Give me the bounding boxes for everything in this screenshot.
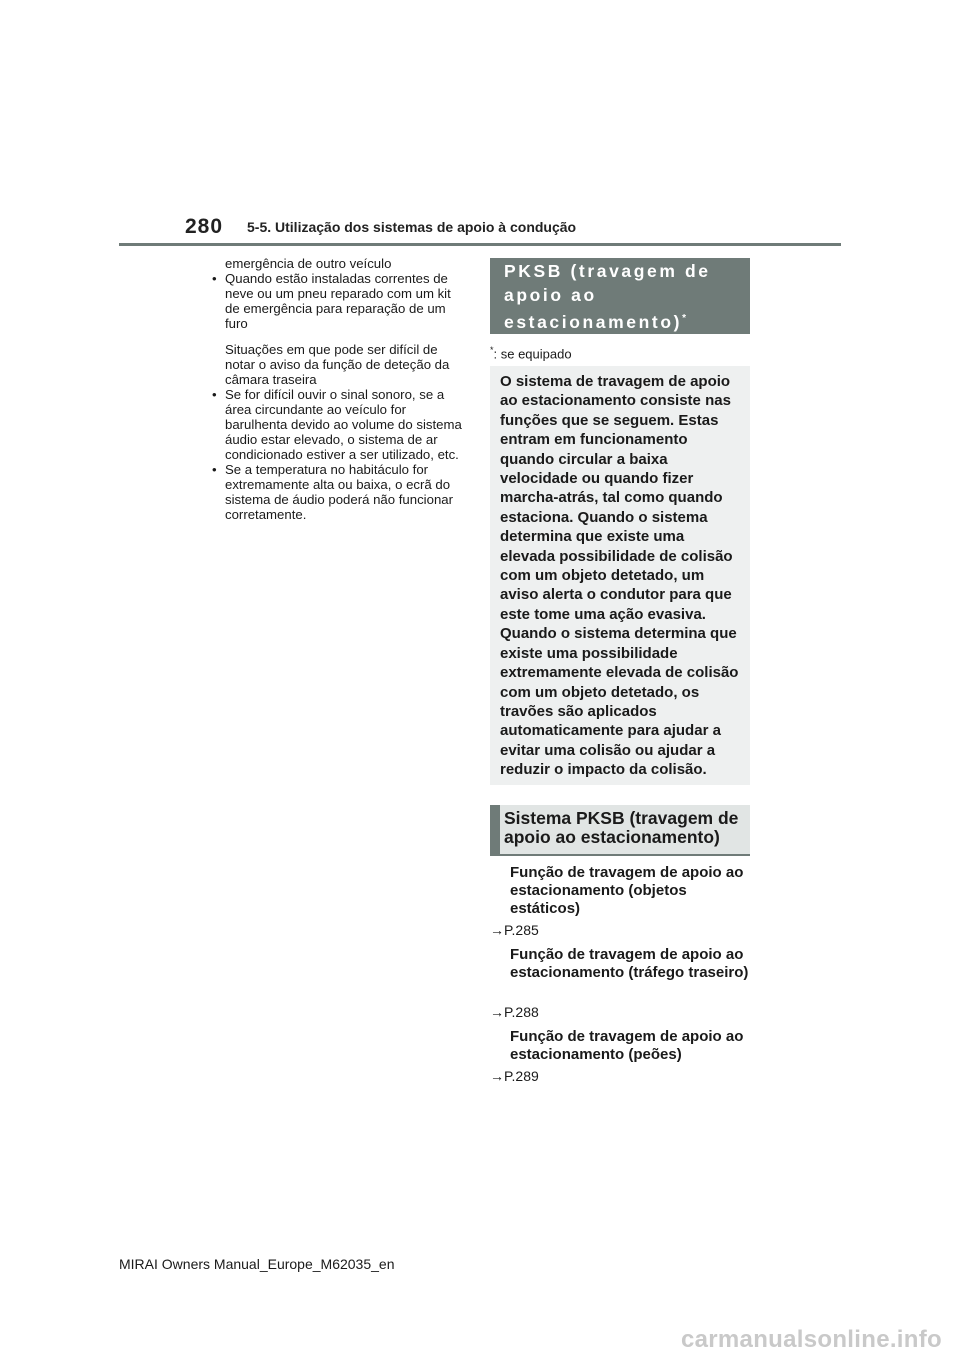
bullet-item xyxy=(209,271,469,331)
footnote-text: : se equipado xyxy=(493,346,572,362)
continuation-line: emergência de outro veículo xyxy=(225,256,392,271)
page-number: 280 xyxy=(185,215,224,238)
system-heading: Sistema PKSB (travagem de apoio ao estacionamento) xyxy=(490,805,750,856)
footnote-mark: * xyxy=(490,345,494,355)
bullet-text: Se a temperatura no habitáculo for extremamente alta ou baixa, o ecrã do sistema de áudio poderá não funcionar corretamente. xyxy=(225,462,454,522)
function-title: Função de travagem de apoio ao estacionamento (tráfego traseiro) xyxy=(510,946,749,981)
reference-text: P.289 xyxy=(504,1068,539,1084)
arrow-icon: → xyxy=(490,1068,504,1084)
bullet-item xyxy=(209,387,469,462)
reference-text: P.285 xyxy=(504,922,539,938)
pksb-heading xyxy=(490,258,750,334)
footnote xyxy=(490,345,572,361)
function-title: Função de travagem de apoio ao estacionamento (objetos estáticos) xyxy=(510,864,744,917)
pksb-heading-text: PKSB (travagem de apoio ao estacionamento) xyxy=(504,261,711,332)
arrow-icon: → xyxy=(490,1004,504,1020)
header-rule xyxy=(119,243,841,246)
bullet-item xyxy=(209,462,469,522)
bullet-icon: • xyxy=(212,271,217,286)
intro-text: O sistema de travagem de apoio ao estacionamento consiste nas funções que se seguem. Estas entram em funcionamento quando circular a baixa velocidade ou quando fizer marcha-atrás, tal como quando estaciona. Quando o sistema determina que existe uma elevada possibilidade de colisão com um objeto detetado, um aviso alerta o condutor para que este tome uma ação evasiva. Quando o sistema determina que existe uma possibilidade extremamente elevada de colisão com um objeto detetado, os travões são aplicados automaticamente para ajudar a evitar uma colisão ou ajudar a reduzir o impacto da colisão. xyxy=(500,373,739,779)
footer-text: MIRAI Owners Manual_Europe_M62035_en xyxy=(119,1256,395,1272)
bullet-text: Se for difícil ouvir o sinal sonoro, se a área circundante ao veículo for barulhenta devido ao volume do sistema áudio estar elevado, o sistema de ar condicionado estiver a ser utilizado, etc. xyxy=(225,387,462,462)
bullet-icon: • xyxy=(212,462,217,477)
page-reference[interactable] xyxy=(490,922,539,938)
situation-paragraph: Situações em que pode ser difícil de notar o aviso da função de deteção da câmara traseira xyxy=(225,342,450,387)
page-reference[interactable] xyxy=(490,1004,539,1020)
function-title: Função de travagem de apoio ao estacionamento (peões) xyxy=(510,1028,744,1063)
reference-text: P.288 xyxy=(504,1004,539,1020)
arrow-icon: → xyxy=(490,922,504,938)
section-title: 5-5. Utilização dos sistemas de apoio à condução xyxy=(247,219,577,235)
pksb-asterisk: * xyxy=(682,313,686,324)
bullet-icon: • xyxy=(212,387,217,402)
bullet-text: Quando estão instaladas correntes de neve ou um pneu reparado com um kit de emergência para reparação de um furo xyxy=(225,271,451,331)
left-column xyxy=(209,256,469,522)
intro-box xyxy=(490,366,750,785)
watermark: carmanualsonline.info xyxy=(680,1326,942,1353)
page-reference[interactable] xyxy=(490,1068,539,1084)
